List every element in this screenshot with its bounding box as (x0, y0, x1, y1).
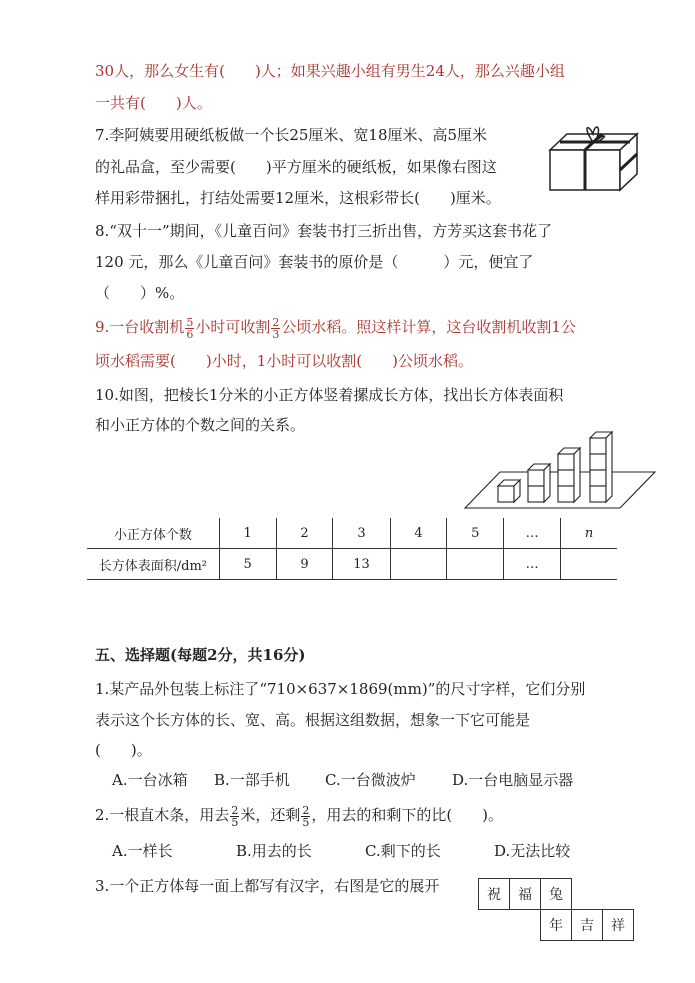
mc2-suffix: ，用去的和剩下的比( )。 (311, 806, 504, 824)
table-cell: 9 (276, 549, 333, 580)
q9-line2: 顷水稻需要( )小时，1小时可以收割( )公顷水稻。 (95, 352, 473, 370)
mc1-option-c[interactable]: C.一台微波炉 (325, 771, 416, 789)
mc1-line2: 表示这个长方体的长、宽、高。根据这组数据，想象一下它可能是 (95, 711, 531, 729)
table-cell (561, 549, 617, 580)
table-cell: 3 (333, 518, 390, 549)
table-cell: 13 (333, 549, 390, 580)
table-row (87, 549, 617, 580)
q8-line1: 8.“双十一”期间，《儿童百问》套装书打三折出售，方芳买这套书花了 (95, 222, 553, 240)
q8-line3: （ ）%。 (95, 284, 185, 302)
section-title: 五、选择题(每题2分，共16分) (95, 646, 306, 664)
q10-line2: 和小正方体的个数之间的关系。 (95, 416, 306, 434)
net-cell: 祥 (602, 909, 634, 941)
net-cell: 祝 (478, 878, 510, 910)
mc1-option-d[interactable]: D.一台电脑显示器 (452, 771, 574, 789)
q7-line3: 样用彩带捆扎，打结处需要12厘米，这根彩带长( )厘米。 (95, 189, 501, 207)
q7-line1: 7.李阿姨要用硬纸板做一个长25厘米、宽18厘米、高5厘米 (95, 126, 488, 144)
mc1-option-a[interactable]: A.一台冰箱 (112, 771, 188, 789)
mc2-line1 (95, 804, 503, 828)
net-cell: 兔 (540, 878, 572, 910)
mc2-option-d[interactable]: D.无法比较 (494, 842, 571, 860)
net-cell: 吉 (571, 909, 603, 941)
q9-fraction-2: $\frac{2}{3}$ (272, 315, 280, 341)
q8-line2: 120 元，那么《儿童百问》套装书的原价是（ ）元，便宜了 (95, 253, 534, 271)
table-cell: 4 (390, 518, 447, 549)
mc2-option-a[interactable]: A.一样长 (112, 842, 173, 860)
mc2-option-c[interactable]: C.剩下的长 (365, 842, 441, 860)
table-cell: 5 (447, 518, 504, 549)
mc1-line3: ( )。 (95, 741, 152, 759)
mc1-line1: 1.某产品外包装上标注了“710×637×1869(mm)”的尺寸字样，它们分别 (95, 680, 586, 698)
mc3-line1: 3.一个正方体每一面上都写有汉字，右图是它的展开 (95, 877, 440, 895)
mc2-mid: 米，还剩 (240, 806, 301, 824)
table-cell: … (504, 549, 561, 580)
net-cell: 年 (540, 909, 572, 941)
q10-line1: 10.如图，把棱长1分米的小正方体竖着摞成长方体，找出长方体表面积 (95, 386, 564, 404)
table-cell: 1 (219, 518, 276, 549)
q6-line1: 30人，那么女生有( )人；如果兴趣小组有男生24人，那么兴趣小组 (95, 62, 565, 80)
q9-suffix: 公顷水稻。照这样计算，这台收割机收割1公 (281, 318, 576, 336)
table-cell (447, 549, 504, 580)
net-cell: 福 (509, 878, 541, 910)
cube-net-figure (478, 878, 640, 944)
table-cell: 2 (276, 518, 333, 549)
stacked-cubes-figure (460, 428, 660, 514)
mc2-option-b[interactable]: B.用去的长 (236, 842, 312, 860)
q6-line2: 一共有( )人。 (95, 94, 212, 112)
q9-line1 (95, 316, 576, 340)
mc1-option-b[interactable]: B.一部手机 (214, 771, 290, 789)
gift-box-figure (545, 120, 645, 195)
table-cell: n (561, 518, 617, 549)
q7-line2: 的礼品盒，至少需要( )平方厘米的硬纸板，如果像右图这 (95, 158, 497, 176)
table-cell: … (504, 518, 561, 549)
table-row (87, 518, 617, 549)
table-cell: 小正方体个数 (87, 518, 219, 549)
table-cell (390, 549, 447, 580)
cube-area-table (87, 518, 617, 580)
mc2-fraction-2: $\frac{2}{5}$ (302, 803, 310, 829)
q9-fraction-1: $\frac{5}{6}$ (186, 315, 194, 341)
mc2-fraction-1: $\frac{2}{5}$ (231, 803, 239, 829)
mc2-prefix: 2.一根直木条，用去 (95, 806, 230, 824)
q9-prefix: 9.一台收割机 (95, 318, 185, 336)
q9-mid: 小时可收割 (195, 318, 271, 336)
table-cell: 长方体表面积/dm² (87, 549, 219, 580)
table-cell: 5 (219, 549, 276, 580)
